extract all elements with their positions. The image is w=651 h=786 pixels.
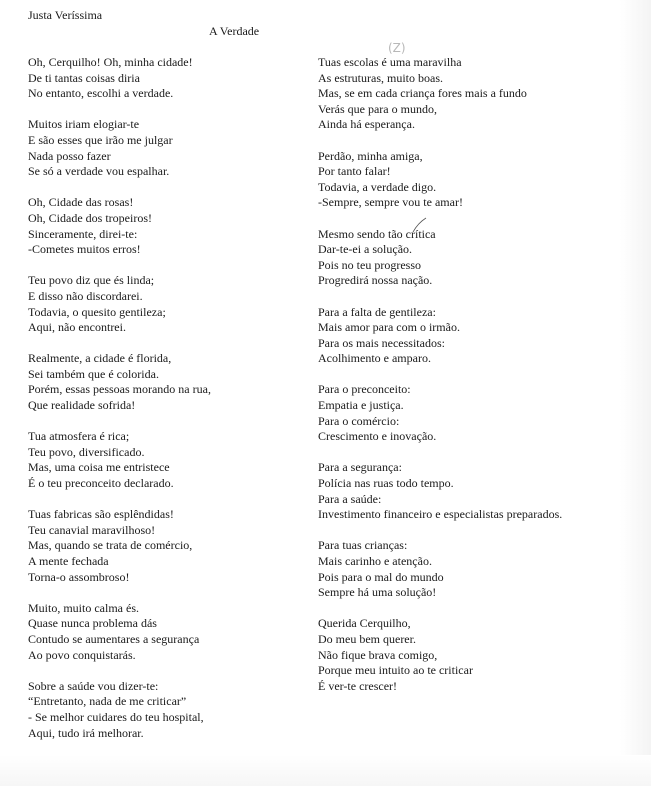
poem-line: Acolhimento e amparo.	[318, 351, 431, 366]
poem-line: Sobre a saúde vou dizer-te:	[28, 678, 159, 693]
poem-stanza	[28, 55, 308, 102]
scan-bottom-shadow	[0, 755, 651, 786]
poem-line: Se só a verdade vou espalhar.	[28, 164, 170, 179]
poem-stanza	[28, 273, 308, 335]
poem-line: Quase nunca problema dás	[28, 616, 157, 631]
poem-line: Ainda há esperança.	[318, 117, 415, 132]
poem-line: Nada posso fazer	[28, 148, 111, 163]
poem-stanza	[318, 55, 618, 133]
poem-line: Sei também que é colorida.	[28, 366, 159, 381]
poem-line: Tuas escolas é uma maravilha	[318, 55, 462, 69]
poem-stanza	[318, 382, 618, 444]
poem-line: Oh, Cidade das rosas!	[28, 195, 134, 210]
poem-line: Porque meu intuito ao te criticar	[318, 663, 473, 678]
poem-stanza	[28, 679, 308, 741]
poem-stanza	[318, 538, 618, 600]
poem-line: Tuas fabricas são esplêndidas!	[28, 507, 174, 522]
poem-stanza	[318, 616, 618, 694]
poem-line: Oh, Cerquilho! Oh, minha cidade!	[28, 55, 193, 69]
poem-line: Sempre há uma solução!	[318, 585, 437, 600]
poem-line: Tua atmosfera é rica;	[28, 429, 130, 444]
poem-stanza	[28, 351, 308, 413]
poem-line: Perdão, minha amiga,	[318, 148, 423, 163]
poem-line: Mas, uma coisa me entristece	[28, 460, 170, 475]
poem-line: Crescimento e inovação.	[318, 429, 437, 444]
poem-line: Que realidade sofrida!	[28, 398, 136, 413]
poem-line: Mesmo sendo tão crítica	[318, 226, 436, 241]
poem-line: Pois no teu progresso	[318, 257, 421, 272]
poem-line: Para os mais necessitados:	[318, 335, 445, 350]
poem-line: Torna-o assombroso!	[28, 569, 130, 584]
poem-line: É o teu preconceito declarado.	[28, 476, 174, 491]
poem-line: Para a saúde:	[318, 491, 382, 506]
poem-line: Teu canavial maravilhoso!	[28, 522, 156, 537]
poem-line: Aqui, não encontrei.	[28, 320, 126, 335]
poem-line: Para a falta de gentileza:	[318, 304, 436, 319]
poem-stanza	[28, 507, 308, 585]
poem-line: Mais amor para com o irmão.	[318, 320, 460, 335]
poem-line: Para a segurança:	[318, 460, 402, 475]
poem-line: Empatia e justiça.	[318, 398, 404, 413]
poem-line: Para tuas crianças:	[318, 538, 408, 553]
poem-line: No entanto, escolhi a verdade.	[28, 86, 174, 101]
poem-right-column	[318, 55, 618, 710]
poem-stanza	[28, 601, 308, 663]
scan-edge-shadow	[620, 0, 651, 786]
poem-line: Contudo se aumentares a segurança	[28, 631, 200, 646]
poem-line: Sinceramente, direi-te:	[28, 226, 138, 241]
poem-line: Verás que para o mundo,	[318, 101, 437, 116]
poem-line: Mais carinho e atenção.	[318, 554, 432, 568]
poem-stanza	[318, 149, 618, 211]
poem-line: Teu povo diz que és linda;	[28, 273, 155, 288]
poem-line: Por tanto falar!	[318, 164, 391, 179]
poem-line: Porém, essas pessoas morando na rua,	[28, 382, 211, 397]
poem-line: Investimento financeiro e especialistas preparados.	[318, 507, 563, 522]
poem-left-column	[28, 55, 308, 757]
poem-line: Muito, muito calma és.	[28, 600, 139, 615]
poem-line: “Entretanto, nada de me criticar”	[28, 694, 187, 709]
poem-line: É ver-te crescer!	[318, 678, 398, 693]
poem-line: - Se melhor cuidares do teu hospital,	[28, 709, 204, 724]
poem-stanza	[318, 460, 618, 522]
poem-line: Dar-te-ei a solução.	[318, 242, 413, 257]
poem-line: De ti tantas coisas diria	[28, 70, 140, 85]
poem-line: E são esses que irão me julgar	[28, 132, 173, 147]
poem-line: Pois para o mal do mundo	[318, 569, 444, 584]
poem-line: A mente fechada	[28, 554, 109, 568]
poem-line: Querida Cerquilho,	[318, 616, 411, 631]
poem-line: Teu povo, diversificado.	[28, 444, 145, 459]
poem-line: Mas, quando se trata de comércio,	[28, 538, 193, 553]
poem-stanza	[28, 117, 308, 179]
poem-line: As estruturas, muito boas.	[318, 70, 443, 85]
poem-line: Todavia, o quesito gentileza;	[28, 304, 166, 319]
poem-title: A Verdade	[209, 24, 260, 38]
poem-line: Ao povo conquistarás.	[28, 647, 136, 662]
poem-line: Para o preconceito:	[318, 382, 411, 397]
poem-line: Mas, se em cada criança fores mais a fundo	[318, 86, 527, 101]
poem-line: Todavia, a verdade digo.	[318, 179, 437, 194]
poem-stanza	[28, 195, 308, 257]
poem-line: -Sempre, sempre vou te amar!	[318, 195, 463, 210]
poem-line: Para o comércio:	[318, 413, 400, 428]
poem-stanza	[318, 305, 618, 367]
poem-stanza	[318, 227, 618, 289]
poem-line: Aqui, tudo irá melhorar.	[28, 725, 144, 740]
poem-line: Não fique brava comigo,	[318, 647, 438, 662]
poem-line: Realmente, a cidade é florida,	[28, 351, 172, 366]
poem-line: Polícia nas ruas todo tempo.	[318, 476, 454, 491]
poem-line: Do meu bem querer.	[318, 631, 416, 646]
page-number-mark: (Z)	[388, 41, 406, 55]
poem-line: E disso não discordarei.	[28, 288, 143, 303]
poem-line: Muitos iriam elogiar-te	[28, 117, 140, 132]
poem-line: -Cometes muitos erros!	[28, 242, 141, 257]
poem-line: Oh, Cidade dos tropeiros!	[28, 210, 152, 225]
poem-stanza	[28, 429, 308, 491]
poem-line: Progredirá nossa nação.	[318, 273, 433, 288]
author-name: Justa Veríssima	[28, 8, 103, 22]
